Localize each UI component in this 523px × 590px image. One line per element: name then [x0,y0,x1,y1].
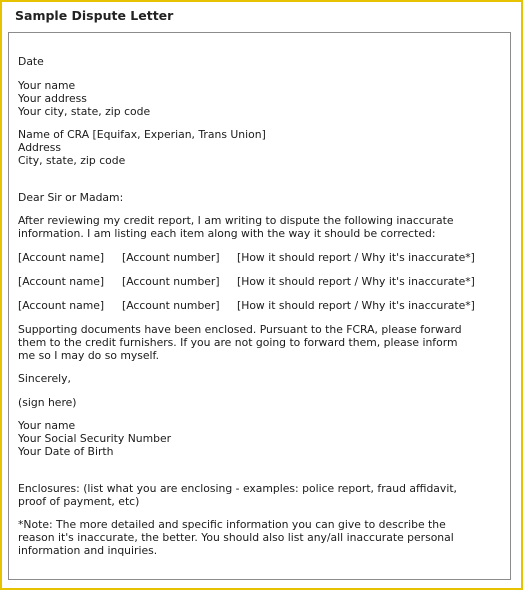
intro-line: information. I am listing each item along with the way it should be corrected: [18,227,436,240]
spacer [18,178,506,191]
note-line: reason it's inaccurate, the better. You should also list any/all inaccurate personal [18,531,454,544]
dispute-item [18,251,506,264]
account-name: [Account name] [18,298,105,312]
sender-city: Your city, state, zip code [18,104,151,118]
supporting-paragraph [18,323,506,362]
supporting-line: them to the credit furnishers. If you are not going to forward them, please inform [18,335,458,349]
account-number: [Account number] [122,274,220,288]
date-text: Date [18,55,44,68]
date-line [18,55,506,68]
recipient-street: Address [18,141,61,154]
spacer [18,469,506,482]
signer-name: Your name [18,419,76,432]
correction: [How it should report / Why it's inaccurate*] [237,250,475,264]
recipient-name: Name of CRA [Equifax, Experian, Trans Union] [18,128,266,141]
signer-dob: Your Date of Birth [18,445,114,458]
supporting-line: Supporting documents have been enclosed. Pursuant to the FCRA, please forward [18,322,462,336]
note-line: information and inquiries. [18,544,158,557]
closing [18,372,506,385]
salutation [18,191,506,204]
intro-paragraph [18,214,506,240]
sign-line [18,396,506,409]
enclosures-paragraph [18,482,506,508]
account-name: [Account name] [18,274,105,288]
correction: [How it should report / Why it's inaccurate*] [237,298,475,312]
intro-line: After reviewing my credit report, I am writing to dispute the following inaccurate [18,214,454,227]
closing-text: Sincerely, [18,372,71,385]
note-paragraph [18,518,506,557]
supporting-line: me so I may do so myself. [18,348,160,362]
sign-text: (sign here) [18,395,77,409]
correction: [How it should report / Why it's inaccurate*] [237,274,475,288]
enclosures-line: proof of payment, etc) [18,494,140,508]
note-line: *Note: The more detailed and specific information you can give to describe the [18,518,446,531]
page-title: Sample Dispute Letter [15,8,174,23]
signature-block [18,419,506,458]
salutation-text: Dear Sir or Madam: [18,190,124,204]
account-number: [Account number] [122,250,220,264]
sender-street: Your address [18,91,87,105]
recipient-city: City, state, zip code [18,154,126,167]
letter-box [8,32,511,580]
sender-name: Your name [18,78,76,92]
dispute-item [18,299,506,312]
recipient-address [18,128,506,167]
enclosures-line: Enclosures: (list what you are enclosing - examples: police report, fraud affidavit, [18,481,457,495]
sender-address [18,79,506,118]
signer-ssn: Your Social Security Number [18,432,172,445]
account-number: [Account number] [122,298,220,312]
account-name: [Account name] [18,250,105,264]
dispute-item [18,275,506,288]
letter-body [18,55,506,568]
